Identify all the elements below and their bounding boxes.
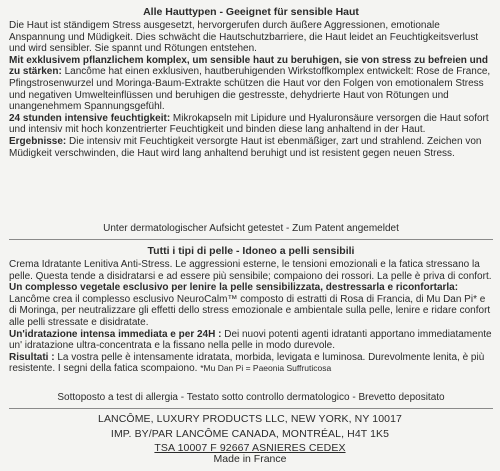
- german-hydration-text: Mikrokapseln mit Lipidure und Hyaluronsäure versorgen die Haut sofort und intensiv mit hoch konzentrierter Feuchtigkeit und binden diese lang anhaltend in der Haut.: [9, 112, 489, 136]
- address-line-2: IMP. BY/PAR LANCÔME CANADA, MONTRÉAL, H4T 1K5: [110, 427, 390, 440]
- italian-hydration-heading: Un'idratazione intensa immediata e per 24H :: [9, 328, 222, 340]
- italian-complex-heading: Un complesso vegetale esclusivo per lenire la pelle sensibilizzata, destressarla e riconfortarla:: [9, 282, 459, 294]
- german-complex-text: Lancôme hat einen exklusiven, hautberuhigenden Wirkstoffkomplex entwickelt: Rose de France, Pfingstrosenwurzel und Moringa-Baum-Extrakte schützen die Haut vor den Folgen von emotionalem Stress und negativen Umwelteinflüssen und beruhigen die gestresste, dehydrierte Haut von Rötungen und unangenehmem Spannungsgefühl.: [9, 66, 491, 113]
- italian-hydration-text: Dei nuovi potenti agenti idratanti apportano immediatamente un' idratazione ultra-concentrata e la fissano nella pelle in modo durevole.: [9, 328, 492, 352]
- italian-hydration-paragraph: [9, 329, 493, 352]
- address-line-1: LANCÔME, LUXURY PRODUCTS LLC, NEW YORK, NY 10017: [98, 413, 402, 425]
- german-hydration-paragraph: [9, 113, 493, 136]
- italian-results-heading: Risultati :: [9, 351, 55, 363]
- german-intro: Die Haut ist ständigem Stress ausgesetzt, hervorgerufen durch äußere Aggressionen, emotionale Anspannung und Müdigkeit. Dies schwächt die Hautschutzbarriere, die Haut leidet an Feuchtigkeitsverlust und wird sensibler. Sie spannt und Rötungen entstehen.: [9, 20, 479, 55]
- section-divider-bottom: [9, 408, 493, 409]
- address-block: [0, 412, 500, 456]
- address-line-3: TSA 10007 F 92667 ASNIERES CEDEX: [154, 442, 346, 454]
- german-complex-paragraph: [9, 55, 493, 113]
- italian-intro: Crema Idratante Lenitiva Anti-Stress. Le aggressioni esterne, le tensioni emozionali e la fatica stressano la pelle. Questa tende a disidratarsi e ad essere più sensibile; compaiono dei rossori. La pelle è priva di confort.: [9, 259, 492, 282]
- german-body: [9, 20, 493, 159]
- italian-footer: Sottoposto a test di allergia - Testato sotto controllo dermatologico - Brevetto depositato: [57, 392, 445, 403]
- german-results-text: Die intensiv mit Feuchtigkeit versorgte Haut ist ebenmäßiger, zart und strahlend. Zeichen von Müdigkeit verschwinden, die Haut wird lang anhaltend beruhigt und ist resistent gegen neuen Stress.: [9, 135, 482, 159]
- german-results-heading: Ergebnisse:: [9, 135, 67, 147]
- made-in-label: Made in France: [213, 453, 287, 465]
- section-divider-top: [9, 239, 493, 240]
- italian-body: [9, 259, 493, 375]
- italian-footnote: *Mu Dan Pi = Paeonia Suffruticosa: [200, 363, 332, 374]
- german-complex-heading: Mit exklusivem pflanzlichem komplex, um sensible haut zu beruhigen, sie von stress zu befreien und zu stärken:: [9, 54, 489, 78]
- german-footer: Unter dermatologischer Aufsicht getestet - Zum Patent angemeldet: [103, 223, 399, 234]
- italian-title: Tutti i tipi di pelle - Idoneo a pelli sensibili: [147, 245, 355, 257]
- german-hydration-heading: 24 stunden intensive feuchtigkeit:: [9, 112, 171, 124]
- german-results-paragraph: [9, 136, 493, 159]
- italian-results-text: La vostra pelle è intensamente idratata, morbida, levigata e luminosa. Durevolmente lenita, è più resistente. I segni della fatica scompaiono.: [9, 351, 485, 375]
- italian-complex-paragraph: [9, 282, 493, 328]
- italian-complex-text: Lancôme crea il complesso esclusivo NeuroCalm™ composto di estratti di Rosa di Francia, di Mu Dan Pi* e di Moringa, per neutralizzare gli effetti dello stress emozionale e ambientale sulla pelle, lenire e ridare confort alle pelli stressate e disidratate.: [9, 293, 491, 328]
- german-title: Alle Hauttypen - Geeignet für sensible Haut: [143, 6, 359, 18]
- italian-results-paragraph: [9, 352, 493, 375]
